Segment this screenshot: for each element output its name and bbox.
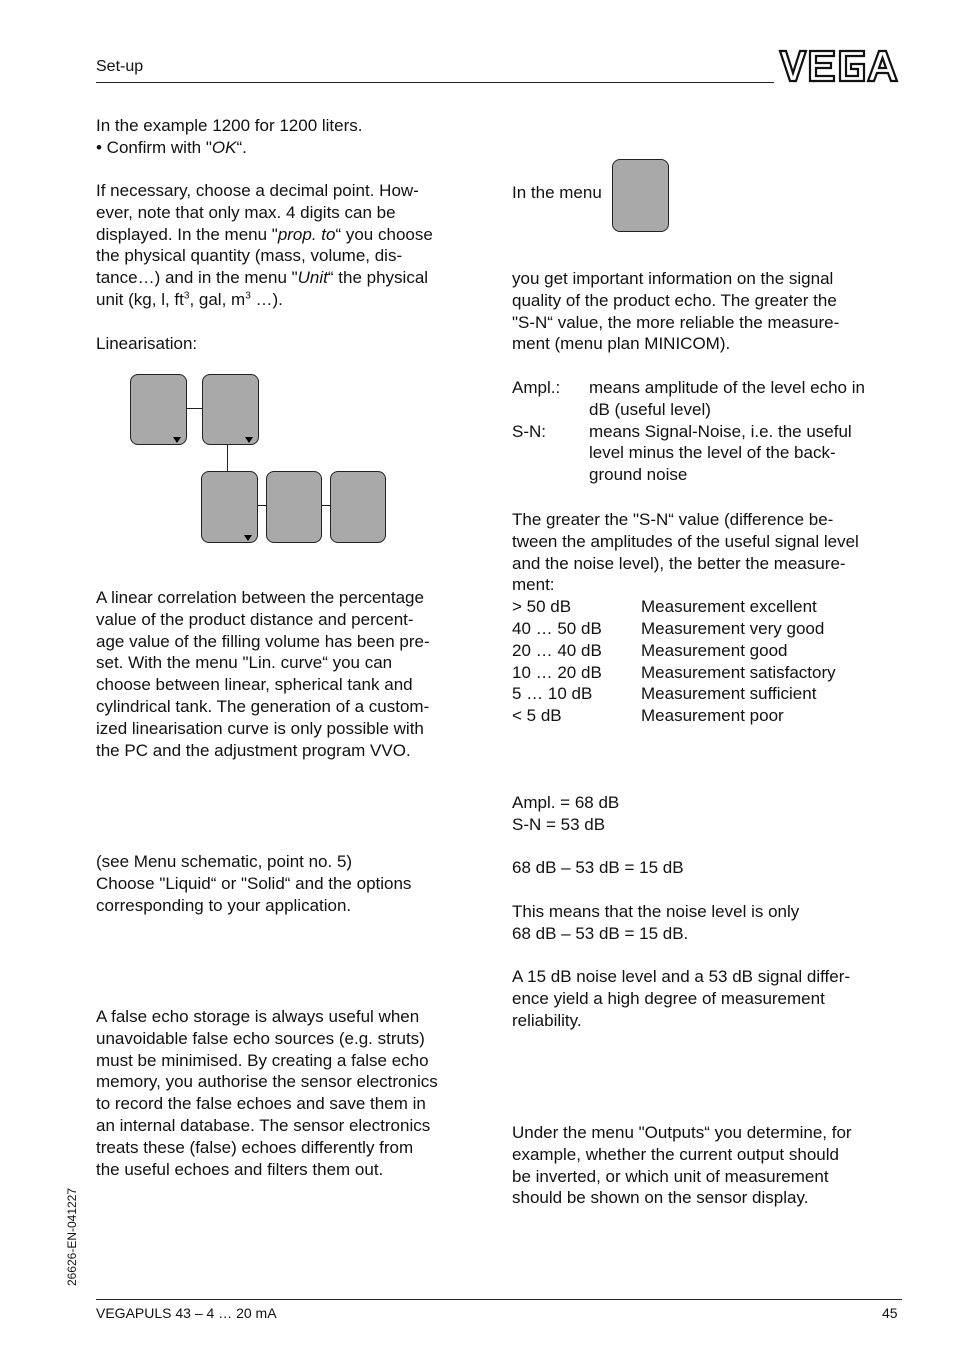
in-the-menu-text: In the menu: [512, 183, 602, 202]
text-line: Choose "Liquid“ or "Solid“ and the options: [96, 873, 412, 893]
vega-logo: [776, 46, 902, 86]
quality-range: 40 … 50 dB: [512, 618, 602, 638]
text-line: ence yield a high degree of measurement: [512, 988, 825, 1008]
page-number: 45: [882, 1305, 898, 1321]
connector-line: [227, 444, 228, 471]
document-code: [57, 1187, 79, 1300]
footer-product: VEGAPULS 43 – 4 … 20 mA: [96, 1305, 277, 1321]
text-span: “ you choose: [335, 224, 433, 244]
text-line: In the example 1200 for 1200 liters.: [96, 116, 363, 135]
quality-desc: Measurement excellent: [641, 597, 817, 617]
text-line: value of the product distance and percent-: [96, 609, 414, 629]
text-line: corresponding to your application.: [96, 895, 352, 915]
superscript: 3: [183, 290, 190, 302]
linearisation-label: Linearisation:: [96, 334, 198, 353]
quality-desc: Measurement satisfactory: [641, 662, 836, 682]
header-rule: [96, 82, 774, 83]
text-line: means Signal-Noise, i.e. the useful: [589, 421, 852, 441]
text-line: means amplitude of the level echo in: [589, 378, 865, 397]
text-span: , gal, m: [189, 289, 246, 309]
text-line: set. With the menu "Lin. curve“ you can: [96, 653, 393, 673]
text-line: A false echo storage is always useful when: [96, 1007, 420, 1026]
text-line: example, whether the current output should: [512, 1144, 839, 1164]
text-line: Under the menu "Outputs“ you determine, for: [512, 1123, 852, 1142]
text-line: quality of the product echo. The greater the: [512, 290, 837, 310]
text-line: ment (menu plan MINICOM).: [512, 334, 731, 354]
right-para-3: [512, 1122, 902, 1209]
quality-range: 5 … 10 dB: [512, 684, 593, 704]
text-span: tance…) and in the menu ": [96, 268, 298, 288]
quality-row: [512, 596, 902, 618]
quality-range: 10 … 20 dB: [512, 662, 602, 682]
quality-row: [512, 662, 902, 684]
text-line: [96, 224, 486, 246]
text-line: dB (useful level): [589, 399, 711, 419]
text-line: Ampl. = 68 dB: [512, 793, 620, 812]
quality-row: [512, 705, 902, 727]
down-arrow-icon: [173, 437, 181, 443]
text-line: If necessary, choose a decimal point. How-: [96, 181, 419, 200]
definition-text: [589, 421, 852, 486]
menu-name: prop. to: [277, 224, 336, 244]
text-line: S-N = 53 dB: [512, 814, 606, 834]
quality-desc: Measurement poor: [641, 706, 784, 726]
text-line: the PC and the adjustment program VVO.: [96, 740, 411, 760]
text-line: reliability.: [512, 1010, 582, 1030]
text-line: an internal database. The sensor electronics: [96, 1115, 431, 1135]
text-line: ment:: [512, 575, 555, 595]
text-line: [96, 137, 486, 159]
text-line: [96, 289, 486, 311]
text-line: level minus the level of the back-: [589, 443, 836, 463]
text-line: ized linearisation curve is only possible with: [96, 718, 424, 738]
text-line: you get important information on the signal: [512, 269, 834, 288]
quality-desc: Measurement sufficient: [641, 684, 817, 704]
ok-label: OK: [211, 137, 237, 157]
menu-box: [612, 159, 669, 232]
text-line: The greater the "S-N“ value (difference be-: [512, 510, 834, 529]
quality-range: 20 … 40 dB: [512, 640, 602, 660]
quality-desc: Measurement good: [641, 640, 788, 660]
left-para-2: [96, 180, 486, 311]
quality-row: [512, 640, 902, 662]
connector-line: [186, 408, 202, 409]
connector-line: [321, 505, 330, 506]
down-arrow-icon: [245, 437, 253, 443]
down-arrow-icon: [244, 535, 252, 541]
text-line: treats these (false) echoes differently from: [96, 1137, 414, 1157]
menu-box: [266, 471, 322, 543]
menu-box: [202, 374, 259, 445]
menu-name: Unit: [297, 268, 328, 288]
example-conclusion: [512, 966, 902, 1031]
text-line: cylindrical tank. The generation of a custom-: [96, 696, 430, 716]
text-line: the physical quantity (mass, volume, dis-: [96, 246, 403, 266]
right-para-2: [512, 509, 902, 727]
text-line: 68 dB – 53 dB = 15 dB: [512, 858, 684, 877]
text-span: displayed. In the menu ": [96, 224, 278, 244]
text-line: ever, note that only max. 4 digits can be: [96, 202, 396, 222]
text-line: tween the amplitudes of the useful signal level: [512, 531, 859, 551]
superscript: 3: [245, 290, 251, 302]
running-header: Set-up: [96, 58, 144, 75]
menu-box: [201, 471, 258, 543]
quality-range: < 5 dB: [512, 706, 562, 726]
text-line: unavoidable false echo sources (e.g. struts): [96, 1028, 425, 1048]
menu-box: [130, 374, 187, 445]
text-span: …).: [250, 289, 283, 309]
text-line: be inverted, or which unit of measurement: [512, 1166, 829, 1186]
example-calc: [512, 857, 902, 879]
quality-range: > 50 dB: [512, 597, 572, 617]
example-meaning: [512, 901, 902, 945]
definition-row: [512, 421, 902, 486]
connector-line: [257, 505, 266, 506]
text-line: the useful echoes and filters them out.: [96, 1159, 384, 1179]
text-line: must be minimised. By creating a false echo: [96, 1050, 429, 1070]
text-line: (see Menu schematic, point no. 5): [96, 852, 353, 871]
quality-row: [512, 618, 902, 640]
text-line: A 15 dB noise level and a 53 dB signal differ-: [512, 967, 851, 986]
text-line: memory, you authorise the sensor electronics: [96, 1072, 438, 1092]
definitions-list: [512, 377, 902, 486]
text-span: • Confirm with ": [96, 137, 212, 157]
quality-desc: Measurement very good: [641, 618, 825, 638]
left-para-3: [96, 587, 486, 761]
text-line: choose between linear, spherical tank and: [96, 675, 413, 695]
footer-rule: [96, 1299, 902, 1300]
left-para-5: [96, 1006, 486, 1180]
quality-row: [512, 683, 902, 705]
text-line: [96, 267, 486, 289]
definition-term: S-N:: [512, 421, 546, 441]
left-para-4: [96, 851, 486, 916]
definition-term: Ampl.:: [512, 378, 561, 397]
text-line: and the noise level), the better the measure-: [512, 553, 846, 573]
text-line: age value of the filling volume has been pre-: [96, 631, 430, 651]
text-line: A linear correlation between the percentage: [96, 588, 424, 607]
text-line: should be shown on the sensor display.: [512, 1188, 809, 1208]
document-code-text: 26626-EN-041227: [65, 1187, 79, 1287]
text-span: unit (kg, l, ft: [96, 289, 184, 309]
text-line: 68 dB – 53 dB = 15 dB.: [512, 923, 689, 943]
text-span: “.: [236, 137, 247, 157]
definition-text: [589, 377, 865, 421]
menu-box: [330, 471, 386, 543]
text-line: This means that the noise level is only: [512, 902, 800, 921]
left-para-1: [96, 115, 486, 159]
text-span: “ the physical: [327, 268, 429, 288]
right-para-1: [512, 268, 902, 355]
example-values: [512, 792, 902, 836]
text-line: ground noise: [589, 465, 688, 485]
text-line: to record the false echoes and save them in: [96, 1094, 426, 1114]
definition-row: [512, 377, 902, 421]
text-line: "S-N“ value, the more reliable the measure-: [512, 312, 840, 332]
